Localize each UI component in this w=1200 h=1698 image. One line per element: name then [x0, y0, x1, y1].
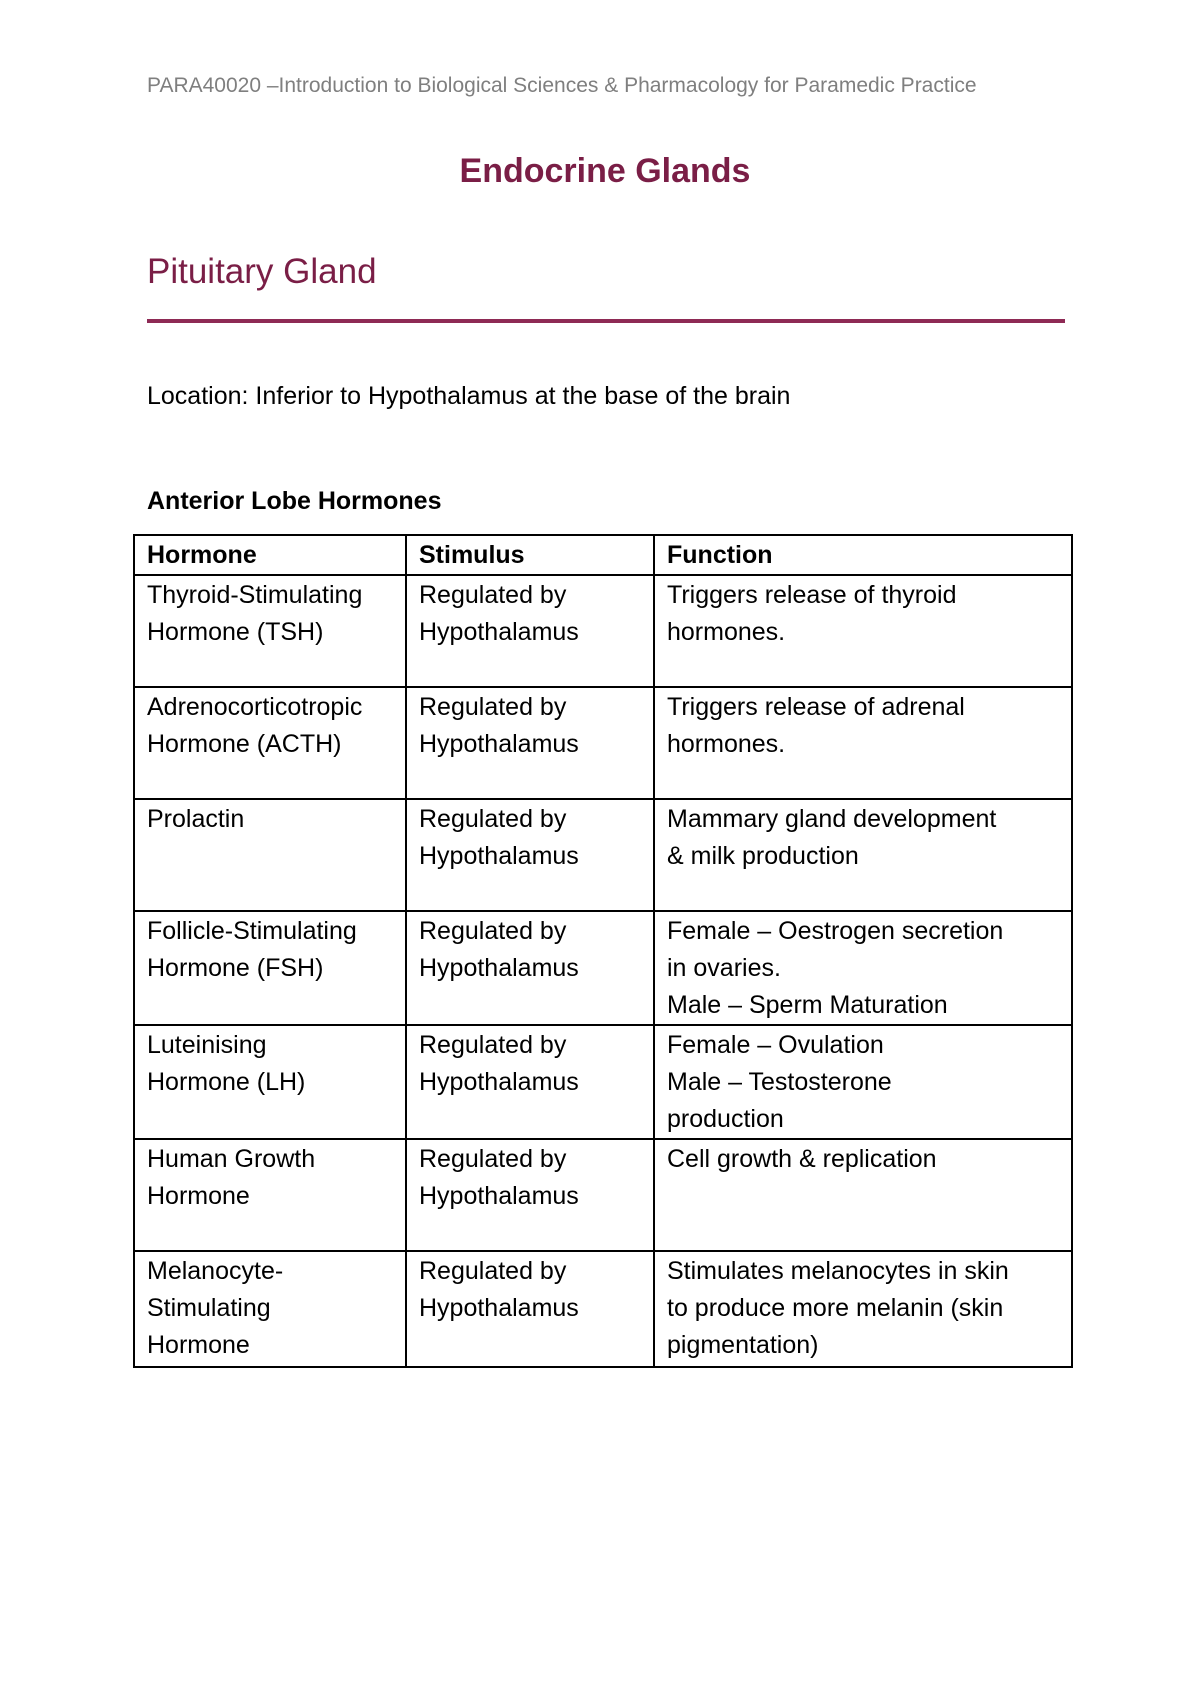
column-header-function: Function — [654, 535, 1072, 575]
cell-line: Male – Sperm Maturation — [667, 991, 948, 1019]
cell-function — [654, 687, 1072, 799]
column-header-hormone: Hormone — [134, 535, 406, 575]
location-text: Location: Inferior to Hypothalamus at the base of the brain — [147, 382, 791, 410]
cell-line: Regulated by — [419, 693, 567, 721]
cell-hormone — [134, 1139, 406, 1251]
cell-function — [654, 1139, 1072, 1251]
cell-line: Hormone — [147, 1331, 250, 1359]
cell-line: Regulated by — [419, 581, 567, 609]
cell-line: Regulated by — [419, 1257, 567, 1285]
cell-line: Triggers release of adrenal — [667, 693, 965, 721]
table-row — [134, 1139, 1072, 1251]
cell-line: production — [667, 1105, 784, 1133]
cell-hormone — [134, 687, 406, 799]
table-row — [134, 1251, 1072, 1367]
cell-line: Follicle-Stimulating — [147, 917, 357, 945]
cell-function — [654, 911, 1072, 1025]
cell-line: Hypothalamus — [419, 1294, 579, 1322]
cell-function — [654, 799, 1072, 911]
cell-line: Cell growth & replication — [667, 1145, 937, 1173]
cell-line: Stimulates melanocytes in skin — [667, 1257, 1009, 1285]
cell-stimulus — [406, 687, 654, 799]
cell-line: hormones. — [667, 730, 786, 758]
cell-function — [654, 575, 1072, 687]
cell-line: Hormone (LH) — [147, 1068, 306, 1096]
hormones-table — [133, 534, 1073, 1368]
cell-line: Hypothalamus — [419, 730, 579, 758]
cell-stimulus — [406, 799, 654, 911]
cell-line: & milk production — [667, 842, 859, 870]
cell-line: Triggers release of thyroid — [667, 581, 957, 609]
section-divider — [147, 319, 1065, 323]
cell-line: Male – Testosterone — [667, 1068, 892, 1096]
table-row — [134, 575, 1072, 687]
cell-line: Mammary gland development — [667, 805, 997, 833]
cell-line: pigmentation) — [667, 1331, 819, 1359]
section-heading: Pituitary Gland — [147, 252, 377, 291]
cell-line: Regulated by — [419, 805, 567, 833]
cell-stimulus — [406, 1251, 654, 1367]
table-row — [134, 687, 1072, 799]
cell-line: Prolactin — [147, 805, 245, 833]
cell-stimulus — [406, 1025, 654, 1139]
cell-function — [654, 1025, 1072, 1139]
cell-line: Melanocyte- — [147, 1257, 284, 1285]
cell-line: Female – Ovulation — [667, 1031, 884, 1059]
cell-line: hormones. — [667, 618, 786, 646]
cell-line: Female – Oestrogen secretion — [667, 917, 1004, 945]
page-title: Endocrine Glands — [459, 152, 751, 190]
cell-line: Thyroid-Stimulating — [147, 581, 363, 609]
table-row — [134, 1025, 1072, 1139]
cell-line: Regulated by — [419, 1031, 567, 1059]
cell-line: Hormone (FSH) — [147, 954, 324, 982]
running-header: PARA40020 –Introduction to Biological Sciences & Pharmacology for Paramedic Practice — [147, 74, 977, 97]
cell-line: Hypothalamus — [419, 842, 579, 870]
cell-line: Adrenocorticotropic — [147, 693, 363, 721]
cell-line: Hormone (TSH) — [147, 618, 324, 646]
cell-hormone — [134, 799, 406, 911]
column-header-stimulus: Stimulus — [406, 535, 654, 575]
table-row — [134, 799, 1072, 911]
cell-line: Hypothalamus — [419, 1182, 579, 1210]
cell-hormone — [134, 1025, 406, 1139]
cell-line: Regulated by — [419, 917, 567, 945]
cell-line: Hypothalamus — [419, 1068, 579, 1096]
cell-line: Stimulating — [147, 1294, 271, 1322]
cell-line: Human Growth — [147, 1145, 316, 1173]
cell-function — [654, 1251, 1072, 1367]
cell-line: Hypothalamus — [419, 954, 579, 982]
cell-line: Regulated by — [419, 1145, 567, 1173]
cell-line: to produce more melanin (skin — [667, 1294, 1004, 1322]
table-header-row — [134, 535, 1072, 575]
cell-line: Hypothalamus — [419, 618, 579, 646]
table-caption: Anterior Lobe Hormones — [147, 487, 442, 515]
table-row — [134, 911, 1072, 1025]
cell-line: Hormone (ACTH) — [147, 730, 342, 758]
cell-hormone — [134, 911, 406, 1025]
cell-line: Luteinising — [147, 1031, 267, 1059]
cell-hormone — [134, 575, 406, 687]
cell-stimulus — [406, 1139, 654, 1251]
cell-hormone — [134, 1251, 406, 1367]
cell-stimulus — [406, 575, 654, 687]
cell-line: Hormone — [147, 1182, 250, 1210]
cell-line: in ovaries. — [667, 954, 781, 982]
cell-stimulus — [406, 911, 654, 1025]
